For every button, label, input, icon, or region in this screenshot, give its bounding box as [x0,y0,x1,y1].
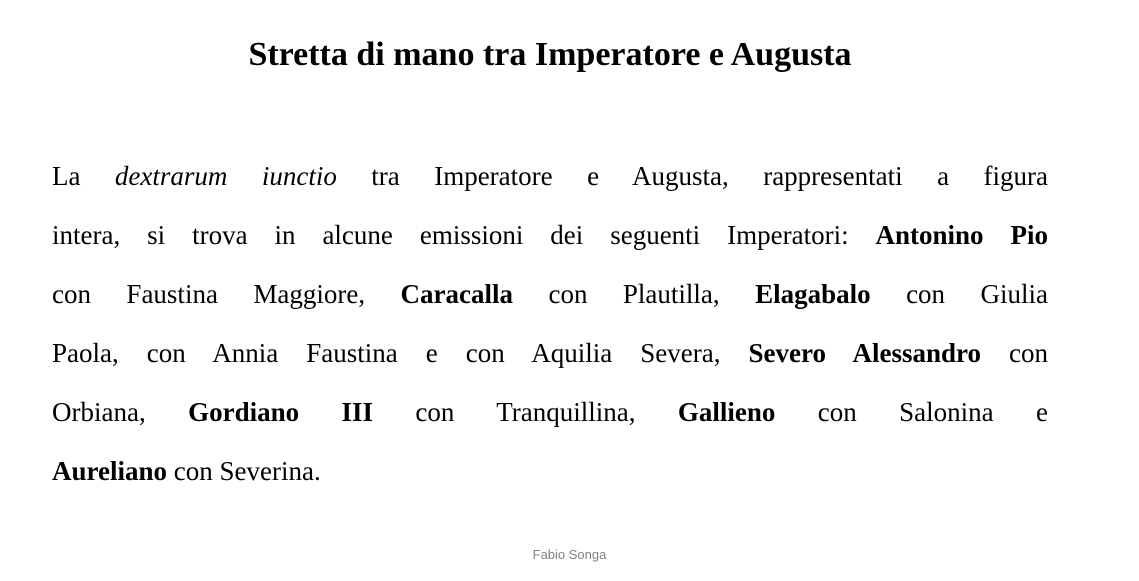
text-segment-normal: con Faustina Maggiore, [52,279,401,309]
paragraph-line [52,442,1048,501]
page-title: Stretta di mano tra Imperatore e Augusta [248,36,852,73]
text-segment-normal: con Giulia [870,279,1048,309]
text-segment-bold: Caracalla [400,279,514,309]
paragraph-line [52,383,1048,442]
text-segment-bold: Elagabalo [755,279,871,309]
text-segment-normal: con Salonina e [775,397,1048,427]
paragraph-line [52,147,1048,206]
paragraph-line [52,206,1048,265]
text-segment-normal: intera, si trova in alcune emissioni dei seguenti Imperatori: [52,220,876,250]
footer-author: Fabio Songa [532,547,607,562]
text-segment-normal: Orbiana, [52,397,189,427]
text-segment-normal: con Plautilla, [513,279,756,309]
text-segment-normal: tra Imperatore e Augusta, rappresentati a figura [336,161,1048,191]
paragraph-line [52,265,1048,324]
text-segment-normal: con Severina. [167,456,321,486]
text-segment-bold: Aureliano [52,456,168,486]
text-segment-italic: dextrarum iunctio [114,161,337,191]
text-segment-normal: La [52,161,115,191]
text-segment-bold: Antonino Pio [875,220,1048,250]
text-segment-bold: Gallieno [677,397,776,427]
text-segment-bold: Severo Alessandro [748,338,981,368]
text-segment-normal: con [981,338,1048,368]
body-paragraph [52,147,1048,501]
text-segment-normal: Paola, con Annia Faustina e con Aquilia Severa, [52,338,749,368]
paragraph-line [52,324,1048,383]
text-segment-bold: Gordiano III [188,397,374,427]
text-segment-normal: con Tranquillina, [373,397,678,427]
